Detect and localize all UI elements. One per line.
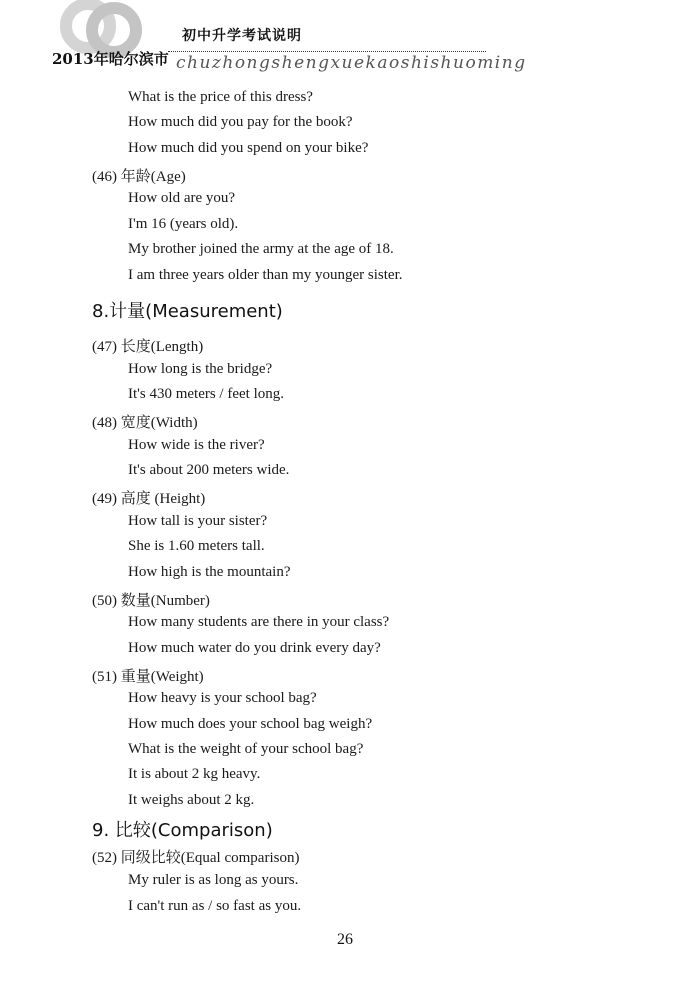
example-line: How high is the mountain? — [128, 564, 291, 580]
section-heading-comparison: 9. 比较(Comparison) — [92, 820, 273, 841]
example-line: How long is the bridge? — [128, 361, 273, 377]
example-line: What is the weight of your school bag? — [128, 741, 364, 757]
example-line: It's about 200 meters wide. — [128, 462, 290, 478]
header-dotted-rule — [168, 51, 486, 52]
example-line: My brother joined the army at the age of 18. — [128, 241, 394, 257]
subsection-heading-width: (48) 宽度(Width) — [92, 415, 198, 431]
example-line: How wide is the river? — [128, 437, 265, 453]
example-line: How many students are there in your class? — [128, 614, 390, 630]
subsection-heading-length: (47) 长度(Length) — [92, 339, 204, 355]
example-line: How tall is your sister? — [128, 513, 268, 529]
subsection-heading-number: (50) 数量(Number) — [92, 593, 210, 609]
subsection-heading-equal-comparison: (52) 同级比较(Equal comparison) — [92, 850, 300, 866]
example-line: How heavy is your school bag? — [128, 690, 317, 706]
example-line: It weighs about 2 kg. — [128, 792, 255, 808]
example-line: How much water do you drink every day? — [128, 640, 381, 656]
example-line: How much did you spend on your bike? — [128, 140, 369, 156]
page-number: 26 — [337, 931, 353, 948]
subsection-heading-age: (46) 年龄(Age) — [92, 169, 186, 185]
example-line: How old are you? — [128, 190, 236, 206]
subsection-heading-weight: (51) 重量(Weight) — [92, 669, 204, 685]
header-pinyin: chuzhongshengxuekaoshishuoming — [176, 53, 527, 73]
section-heading-measurement: 8.计量(Measurement) — [92, 301, 283, 322]
year-city-label: 2013年哈尔滨市 — [52, 50, 169, 68]
example-line: She is 1.60 meters tall. — [128, 538, 265, 554]
subsection-heading-height: (49) 高度 (Height) — [92, 491, 206, 507]
example-line: I'm 16 (years old). — [128, 216, 239, 232]
example-line: It's 430 meters / feet long. — [128, 386, 284, 402]
example-line: How much does your school bag weigh? — [128, 716, 373, 732]
example-line: What is the price of this dress? — [128, 89, 313, 105]
header-title: 初中升学考试说明 — [182, 28, 302, 44]
example-line: My ruler is as long as yours. — [128, 872, 299, 888]
example-line: I can't run as / so fast as you. — [128, 898, 302, 914]
example-line: How much did you pay for the book? — [128, 114, 353, 130]
example-line: I am three years older than my younger sister. — [128, 267, 403, 283]
example-line: It is about 2 kg heavy. — [128, 766, 261, 782]
